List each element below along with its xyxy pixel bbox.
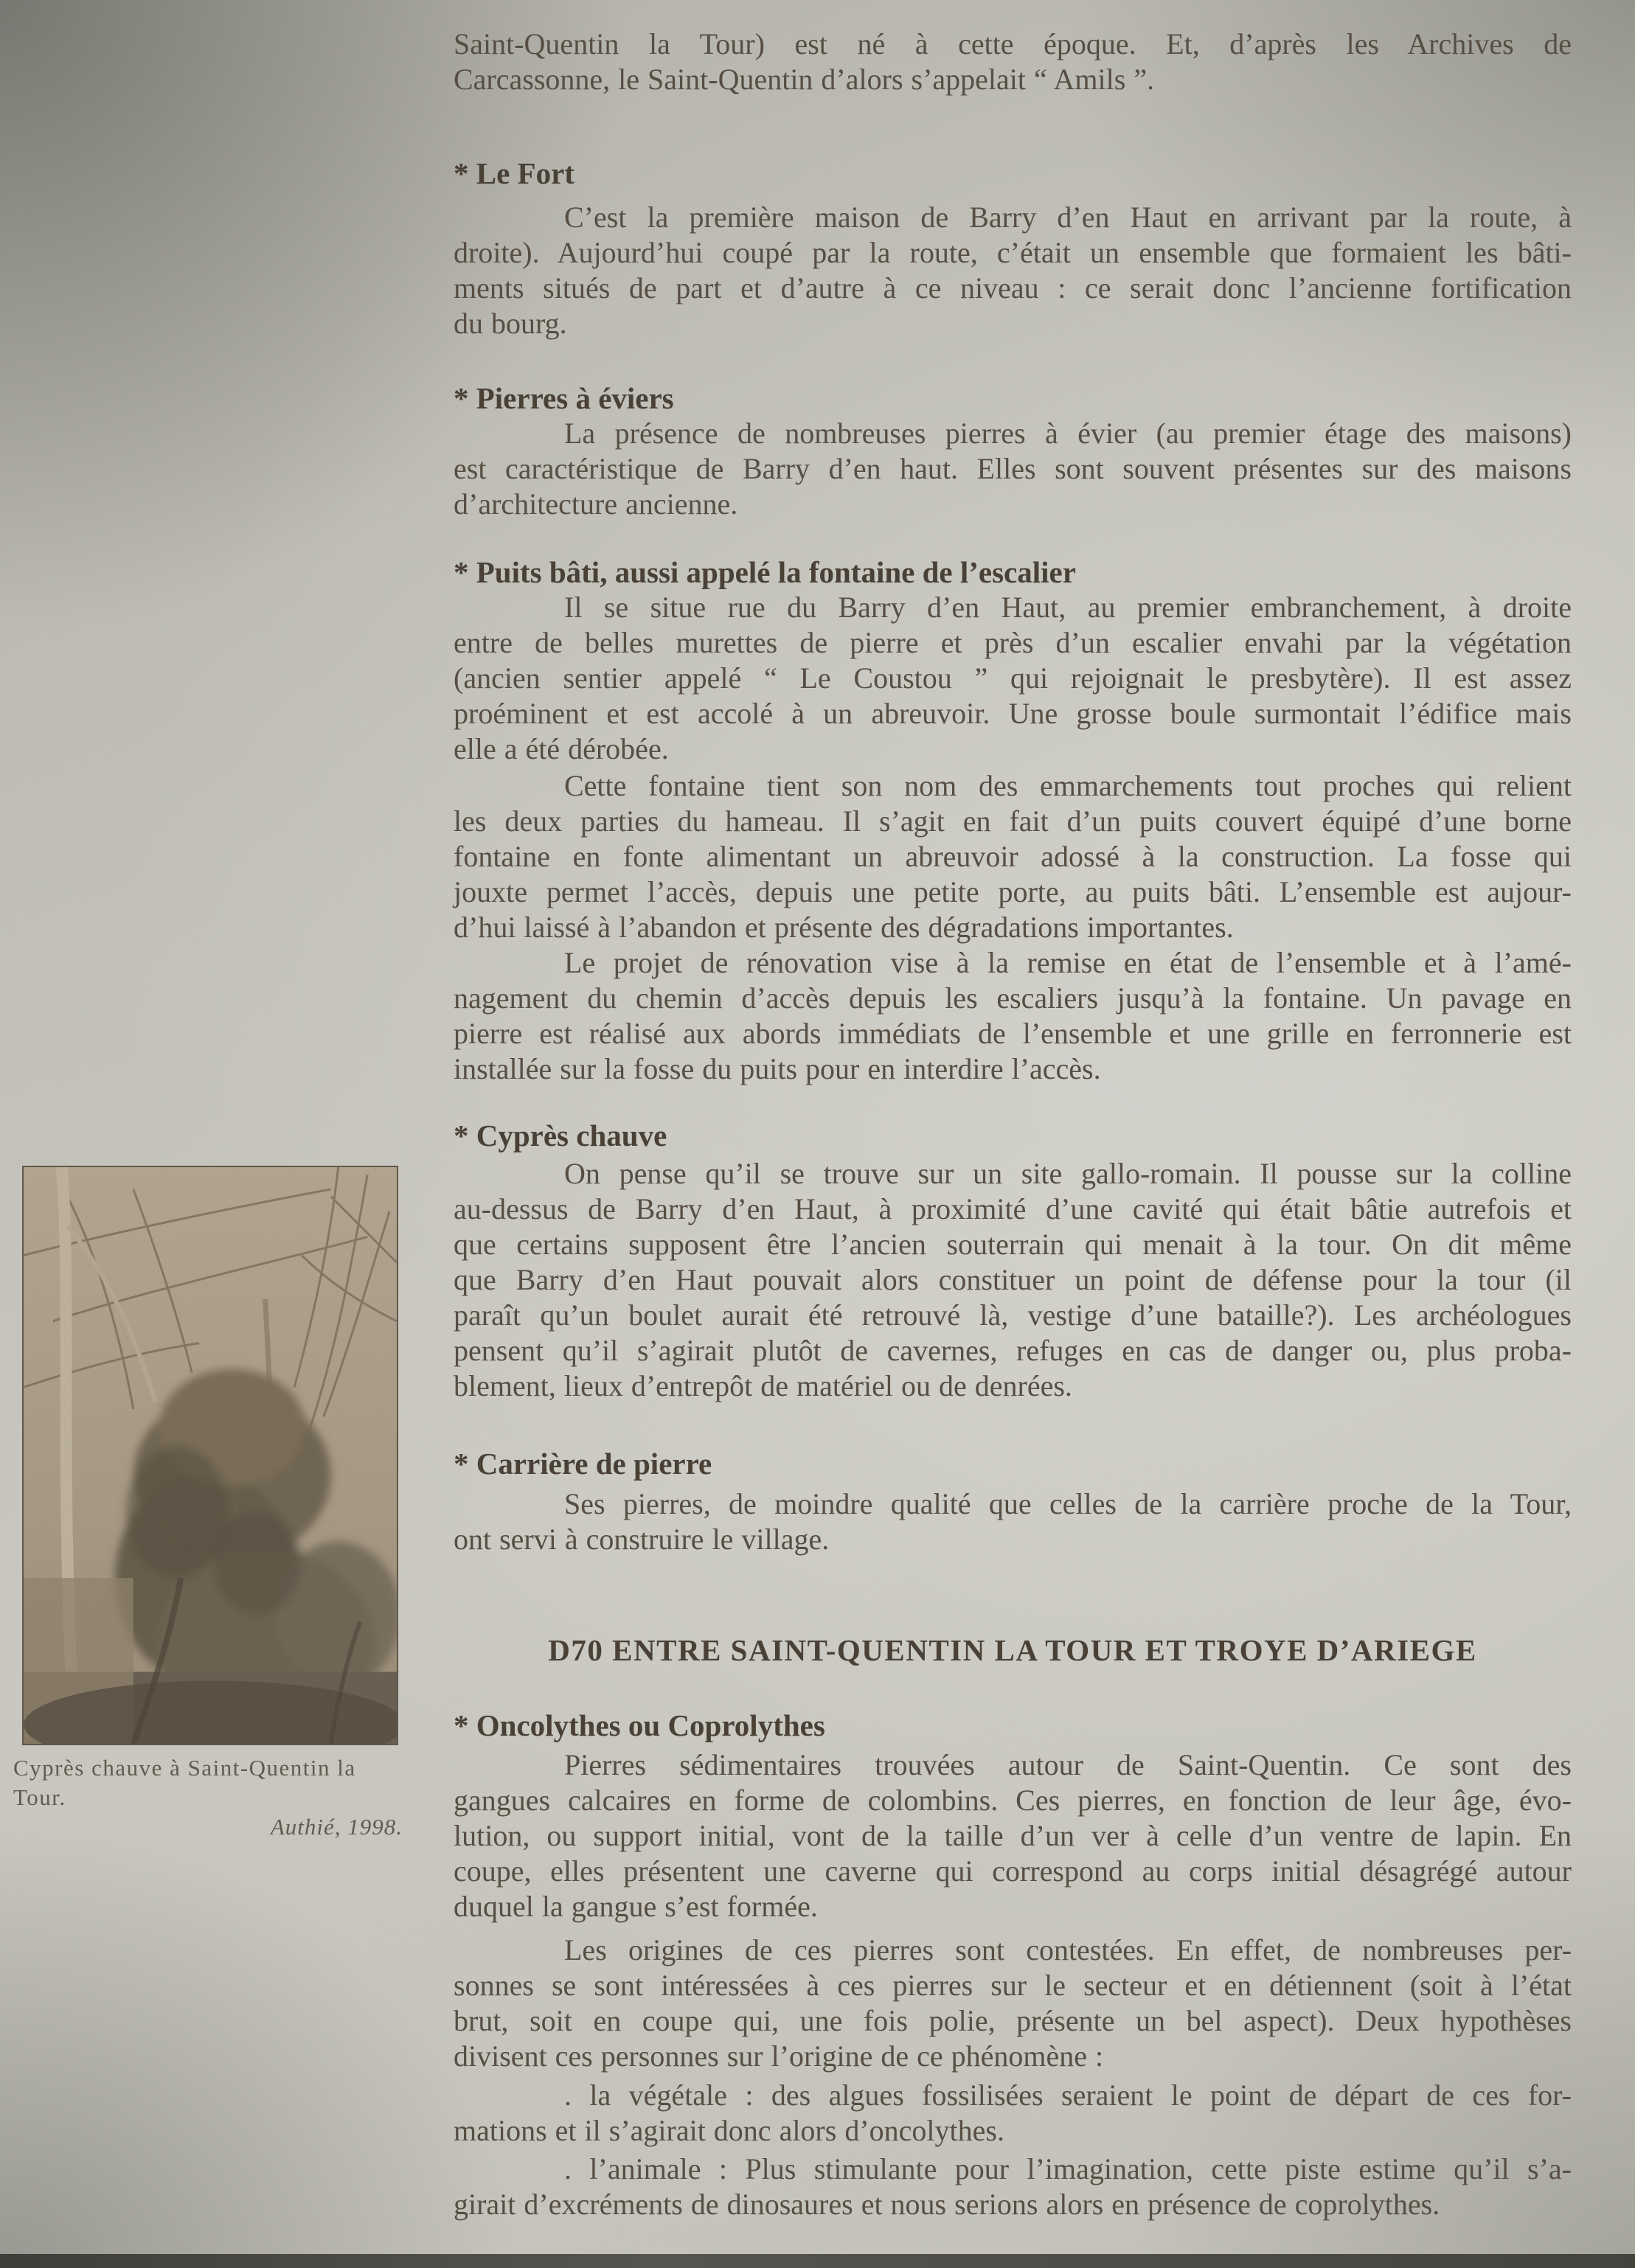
text-line: Le projet de rénovation vise à la remise en état de l’ensemble et à l’amé- — [564, 946, 1572, 979]
text-line: pensent qu’il s’agirait plutôt de cavernes, refuges en cas de danger ou, plus proba- — [454, 1334, 1572, 1367]
paragraph-hypothese-vegetale — [454, 2078, 1572, 2149]
text-line: blement, lieux d’entrepôt de matériel ou de denrées. — [454, 1369, 1072, 1402]
text-line: ont servi à construire le village. — [454, 1523, 830, 1556]
text-line: que certains supposent être l’ancien souterrain qui menait à la tour. On dit même — [454, 1228, 1572, 1261]
text-line: proéminent et est accolé à un abreuvoir. Une grosse boule surmontait l’édifice mais — [454, 697, 1572, 730]
text-line: . l’animale : Plus stimulante pour l’imagination, cette piste estime qu’il s’a- — [564, 2152, 1572, 2185]
text-line: divisent ces personnes sur l’origine de ce phénomène : — [454, 2039, 1104, 2073]
text-line: fontaine en fonte alimentant un abreuvoir adossé à la construction. La fosse qui — [454, 840, 1572, 873]
text-line: Pierres sédimentaires trouvées autour de Saint-Quentin. Ce sont des — [564, 1748, 1572, 1781]
text-line: On pense qu’il se trouve sur un site gallo-romain. Il pousse sur la colline — [564, 1157, 1572, 1190]
text-line: coupe, elles présentent une caverne qui correspond au corps initial désagrégé autour — [454, 1854, 1572, 1888]
photo-grain — [24, 1167, 397, 1744]
section-title-d70: D70 ENTRE SAINT-QUENTIN LA TOUR ET TROYE D’ARIEGE — [548, 1633, 1477, 1667]
text-line: Carcassonne, le Saint-Quentin d’alors s’appelait “ Amils ”. — [454, 63, 1155, 96]
text-line: d’hui laissé à l’abandon et présente des dégradations importantes. — [454, 911, 1234, 944]
text-line: gangues calcaires en forme de colombins. Ces pierres, en fonction de leur âge, évo- — [454, 1784, 1572, 1817]
cypress-photo-art — [24, 1167, 397, 1744]
text-line: installée sur la fosse du puits pour en interdire l’accès. — [454, 1052, 1101, 1085]
text-line: . la végétale : des algues fossilisées seraient le point de départ de ces for- — [564, 2079, 1572, 2112]
text-line: elle a été dérobée. — [454, 732, 669, 765]
text-line: C’est la première maison de Barry d’en Haut en arrivant par la route, à — [564, 201, 1572, 234]
paragraph-le-fort — [454, 200, 1572, 341]
text-line: (ancien sentier appelé “ Le Coustou ” qui rejoignait le presbytère). Il est assez — [454, 661, 1572, 695]
heading-carriere: * Carrière de pierre — [454, 1447, 712, 1481]
paragraph-carriere — [454, 1486, 1572, 1557]
text-line: au-dessus de Barry d’en Haut, à proximité d’une cavité qui était bâtie autrefois et — [454, 1192, 1572, 1225]
caption-credit: Authié, 1998. — [270, 1814, 403, 1840]
text-line: brut, soit en coupe qui, une fois polie, présente un bel aspect). Deux hypothèses — [454, 2004, 1572, 2037]
text-line: pierre est réalisé aux abords immédiats de l’ensemble et une grille en ferronnerie est — [454, 1017, 1572, 1050]
paragraph-oncolythes-1 — [454, 1747, 1572, 1924]
text-line: du bourg. — [454, 307, 567, 340]
text-line: ments situés de part et d’autre à ce niveau : ce serait donc l’ancienne fortification — [454, 271, 1572, 305]
text-line: duquel la gangue s’est formée. — [454, 1890, 818, 1923]
text-line: Saint-Quentin la Tour) est né à cette époque. Et, d’après les Archives de — [454, 27, 1572, 60]
text-line: est caractéristique de Barry d’en haut. Elles sont souvent présentes sur des maisons — [454, 452, 1572, 485]
text-line: les deux parties du hameau. Il s’agit en fait d’un puits couvert équipé d’une borne — [454, 804, 1572, 838]
heading-puits-bati: * Puits bâti, aussi appelé la fontaine de l’escalier — [454, 555, 1076, 589]
text-line: que Barry d’en Haut pouvait alors constituer un point de défense pour la tour (il — [454, 1263, 1572, 1296]
text-line: paraît qu’un boulet aurait été retrouvé là, vestige d’une bataille?). Les archéologues — [454, 1298, 1572, 1332]
paragraph-puits-1 — [454, 590, 1572, 767]
heading-oncolythes: * Oncolythes ou Coprolythes — [454, 1708, 825, 1742]
text-line: d’architecture ancienne. — [454, 487, 738, 521]
photo-caption — [13, 1753, 403, 1842]
paragraph-puits-2 — [454, 768, 1572, 945]
paragraph-puits-3 — [454, 945, 1572, 1087]
paragraph-pierres-a-eviers — [454, 416, 1572, 522]
text-line: girait d’excréments de dinosaures et nous serions alors en présence de coprolythes. — [454, 2188, 1440, 2221]
text-line: jouxte permet l’accès, depuis une petite porte, au puits bâti. L’ensemble est aujour- — [454, 875, 1572, 908]
paragraph-cypres — [454, 1156, 1572, 1404]
paragraph-oncolythes-2 — [454, 1933, 1572, 2074]
text-line: droite). Aujourd’hui coupé par la route, c’était un ensemble que formaient les bâti- — [454, 236, 1572, 269]
caption-line: Cyprès chauve à Saint-Quentin la Tour. — [13, 1755, 356, 1810]
scan-bottom-edge — [0, 2254, 1635, 2268]
text-line: Cette fontaine tient son nom des emmarchements tout proches qui relient — [564, 769, 1572, 802]
text-line: Il se situe rue du Barry d’en Haut, au premier embranchement, à droite — [564, 591, 1572, 624]
text-line: entre de belles murettes de pierre et près d’un escalier envahi par la végétation — [454, 626, 1572, 659]
text-line: La présence de nombreuses pierres à évier (au premier étage des maisons) — [564, 417, 1572, 450]
heading-le-fort: * Le Fort — [454, 156, 574, 190]
paragraph-hypothese-animale — [454, 2152, 1572, 2222]
text-line: Les origines de ces pierres sont contestées. En effet, de nombreuses per- — [564, 1933, 1572, 1966]
heading-cypres-chauve: * Cyprès chauve — [454, 1119, 667, 1152]
paragraph-continuation — [454, 27, 1572, 97]
cypress-photo — [22, 1166, 398, 1745]
text-line: lution, ou support initial, vont de la taille d’un ver à celle d’un ventre de lapin. En — [454, 1819, 1572, 1852]
text-line: mations et il s’agirait donc alors d’oncolythes. — [454, 2114, 1004, 2147]
text-column — [454, 27, 1572, 2222]
text-line: Ses pierres, de moindre qualité que celles de la carrière proche de la Tour, — [564, 1487, 1572, 1520]
text-line: nagement du chemin d’accès depuis les escaliers jusqu’à la fontaine. Un pavage en — [454, 981, 1572, 1015]
heading-pierres-a-eviers: * Pierres à éviers — [454, 381, 674, 415]
text-line: sonnes se sont intéressées à ces pierres sur le secteur et en détiennent (soit à l’état — [454, 1969, 1572, 2002]
